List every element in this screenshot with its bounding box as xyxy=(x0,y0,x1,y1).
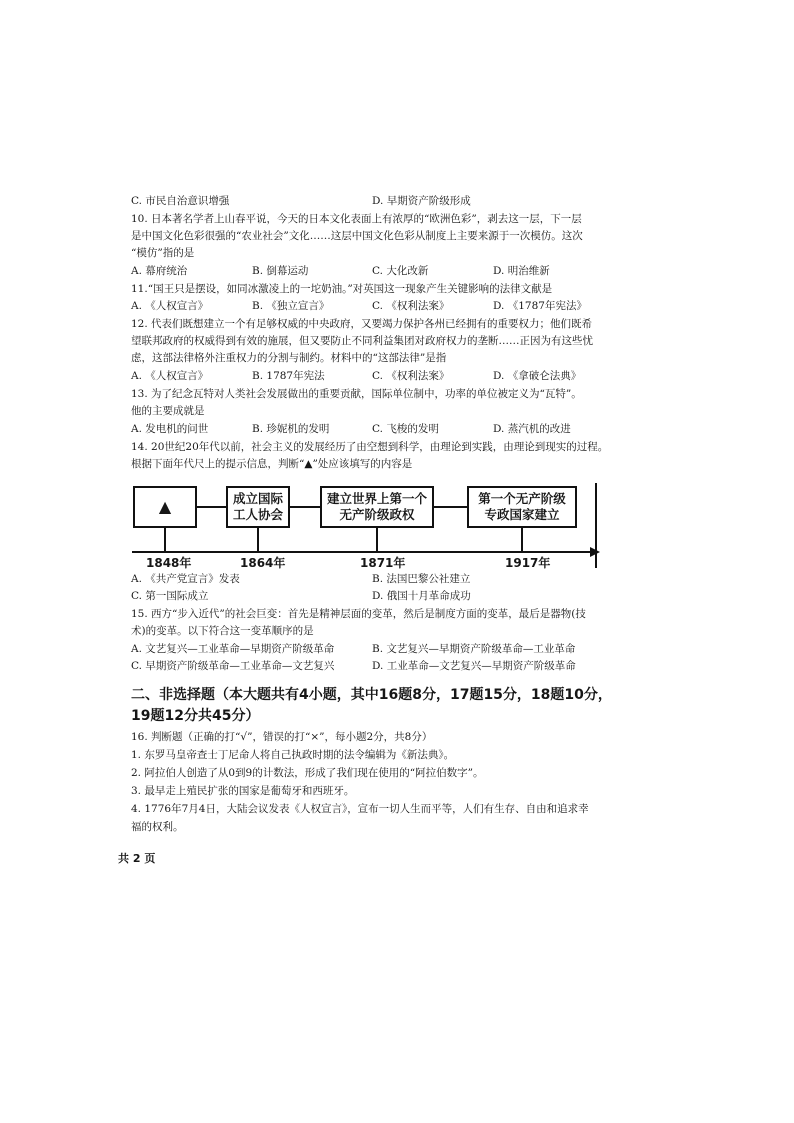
q11-option-a: A. 《人权宣言》 xyxy=(131,300,209,312)
q11-stem-1: 11.“国王只是摆设，如同冰激凌上的一坨奶油。”对英国这一现象产生关键影响的法律文献是 xyxy=(131,283,553,295)
timeline-tick xyxy=(257,528,259,552)
q10-option-d: D. 明治维新 xyxy=(493,265,550,277)
q12-stem-2: 望联邦政府的权威得到有效的施展，但又要防止不同利益集团对政府权力的垄断……正因为有这些忧 xyxy=(131,335,593,347)
q16-intro: 16. 判断题（正确的打“√”，错误的打“×”，每小题2分，共8分） xyxy=(131,731,433,743)
q12-option-b: B. 1787年宪法 xyxy=(252,370,325,382)
q14-option-b: B. 法国巴黎公社建立 xyxy=(372,573,471,585)
q16-item-3: 3. 最早走上殖民扩张的国家是葡萄牙和西班牙。 xyxy=(131,785,355,797)
q14-option-d: D. 俄国十月革命成功 xyxy=(372,590,471,602)
q13-option-a: A. 发电机的问世 xyxy=(131,423,209,435)
q16-item-1: 1. 东罗马皇帝查士丁尼命人将自己执政时期的法令编辑为《新法典》。 xyxy=(131,749,455,761)
timeline-box-triangle: ▲ xyxy=(133,486,197,528)
section2-heading-1: 二、非选择题（本大题共有4小题，其中16题8分，17题15分，18题10分， xyxy=(131,687,612,703)
q15-option-a: A. 文艺复兴—工业革命—早期资产阶级革命 xyxy=(131,643,335,655)
q10-option-b: B. 倒幕运动 xyxy=(252,265,309,277)
timeline-year: 1871年 xyxy=(360,556,406,570)
q13-option-c: C. 飞梭的发明 xyxy=(372,423,439,435)
timeline-year: 1917年 xyxy=(505,556,551,570)
q12-option-d: D. 《拿破仑法典》 xyxy=(493,370,582,382)
timeline-year: 1848年 xyxy=(146,556,192,570)
page-count: 共 2 页 xyxy=(118,852,156,865)
q15-stem-1: 15. 西方“步入近代”的社会巨变：首先是精神层面的变革，然后是制度方面的变革，最后是器物(技 xyxy=(131,608,586,620)
q9-option-d: D. 早期资产阶级形成 xyxy=(372,195,471,207)
timeline-tick xyxy=(521,528,523,552)
q11-option-d: D. 《1787年宪法》 xyxy=(493,300,587,312)
q13-stem-2: 他的主要成就是 xyxy=(131,405,205,417)
q12-stem-1: 12. 代表们既想建立一个有足够权威的中央政府，又要竭力保护各州已经拥有的重要权力；他们既希 xyxy=(131,318,593,330)
timeline-axis xyxy=(132,551,592,553)
q15-option-d: D. 工业革命—文艺复兴—早期资产阶级革命 xyxy=(372,660,576,672)
q16-item-4: 4. 1776年7月4日，大陆会议发表《人权宣言》，宣布一切人生而平等，人们有生存、自由和追求幸 xyxy=(131,803,589,815)
timeline-box-international: 成立国际 工人协会 xyxy=(226,486,290,528)
timeline-tick xyxy=(376,528,378,552)
q14-stem-1: 14. 20世纪20年代以前，社会主义的发展经历了由空想到科学，由理论到实践，由理论到现实的过程。 xyxy=(131,441,609,453)
q10-option-c: C. 大化改新 xyxy=(372,265,429,277)
q10-stem-1: 10. 日本著名学者上山春平说，今天的日本文化表面上有浓厚的“欧洲色彩”，剥去这一层，下一层 xyxy=(131,213,582,225)
section2-heading-2: 19题12分共45分） xyxy=(131,708,260,724)
q14-option-c: C. 第一国际成立 xyxy=(131,590,209,602)
q10-stem-3: “模仿”指的是 xyxy=(131,247,195,259)
q14-option-a: A. 《共产党宣言》发表 xyxy=(131,573,240,585)
q16-item-4-cont: 福的权利。 xyxy=(131,821,184,833)
q12-option-a: A. 《人权宣言》 xyxy=(131,370,209,382)
q13-option-b: B. 珍妮机的发明 xyxy=(252,423,330,435)
q16-item-2: 2. 阿拉伯人创造了从0到9的计数法，形成了我们现在使用的“阿拉伯数字”。 xyxy=(131,767,484,779)
q15-stem-2: 术)的变革。以下符合这一变革顺序的是 xyxy=(131,625,314,637)
q10-option-a: A. 幕府统治 xyxy=(131,265,188,277)
q13-option-d: D. 蒸汽机的改进 xyxy=(493,423,571,435)
timeline-connector xyxy=(434,506,467,508)
q12-option-c: C. 《权利法案》 xyxy=(372,370,450,382)
q11-option-c: C. 《权利法案》 xyxy=(372,300,450,312)
timeline-tick xyxy=(164,528,166,552)
q15-option-c: C. 早期资产阶级革命—工业革命—文艺复兴 xyxy=(131,660,335,672)
timeline-end-line xyxy=(595,483,597,568)
q10-stem-2: 是中国文化色彩很强的“农业社会”文化……这层中国文化色彩从制度上主要来源于一次模仿。这次 xyxy=(131,230,583,242)
timeline-box-commune: 建立世界上第一个 无产阶级政权 xyxy=(320,486,434,528)
q14-stem-2: 根据下面年代尺上的提示信息，判断“▲”处应该填写的内容是 xyxy=(131,458,413,470)
q9-option-c: C. 市民自治意识增强 xyxy=(131,195,230,207)
timeline-connector xyxy=(197,506,226,508)
q15-option-b: B. 文艺复兴—早期资产阶级革命—工业革命 xyxy=(372,643,576,655)
timeline-year: 1864年 xyxy=(240,556,286,570)
q13-stem-1: 13. 为了纪念瓦特对人类社会发展做出的重要贡献，国际单位制中，功率的单位被定义为“瓦特”。 xyxy=(131,388,582,400)
timeline-connector xyxy=(290,506,320,508)
timeline-box-soviet: 第一个无产阶级 专政国家建立 xyxy=(467,486,577,528)
q11-option-b: B. 《独立宣言》 xyxy=(252,300,330,312)
q12-stem-3: 虑，这部法律格外注重权力的分割与制约。材料中的“这部法律”是指 xyxy=(131,352,447,364)
